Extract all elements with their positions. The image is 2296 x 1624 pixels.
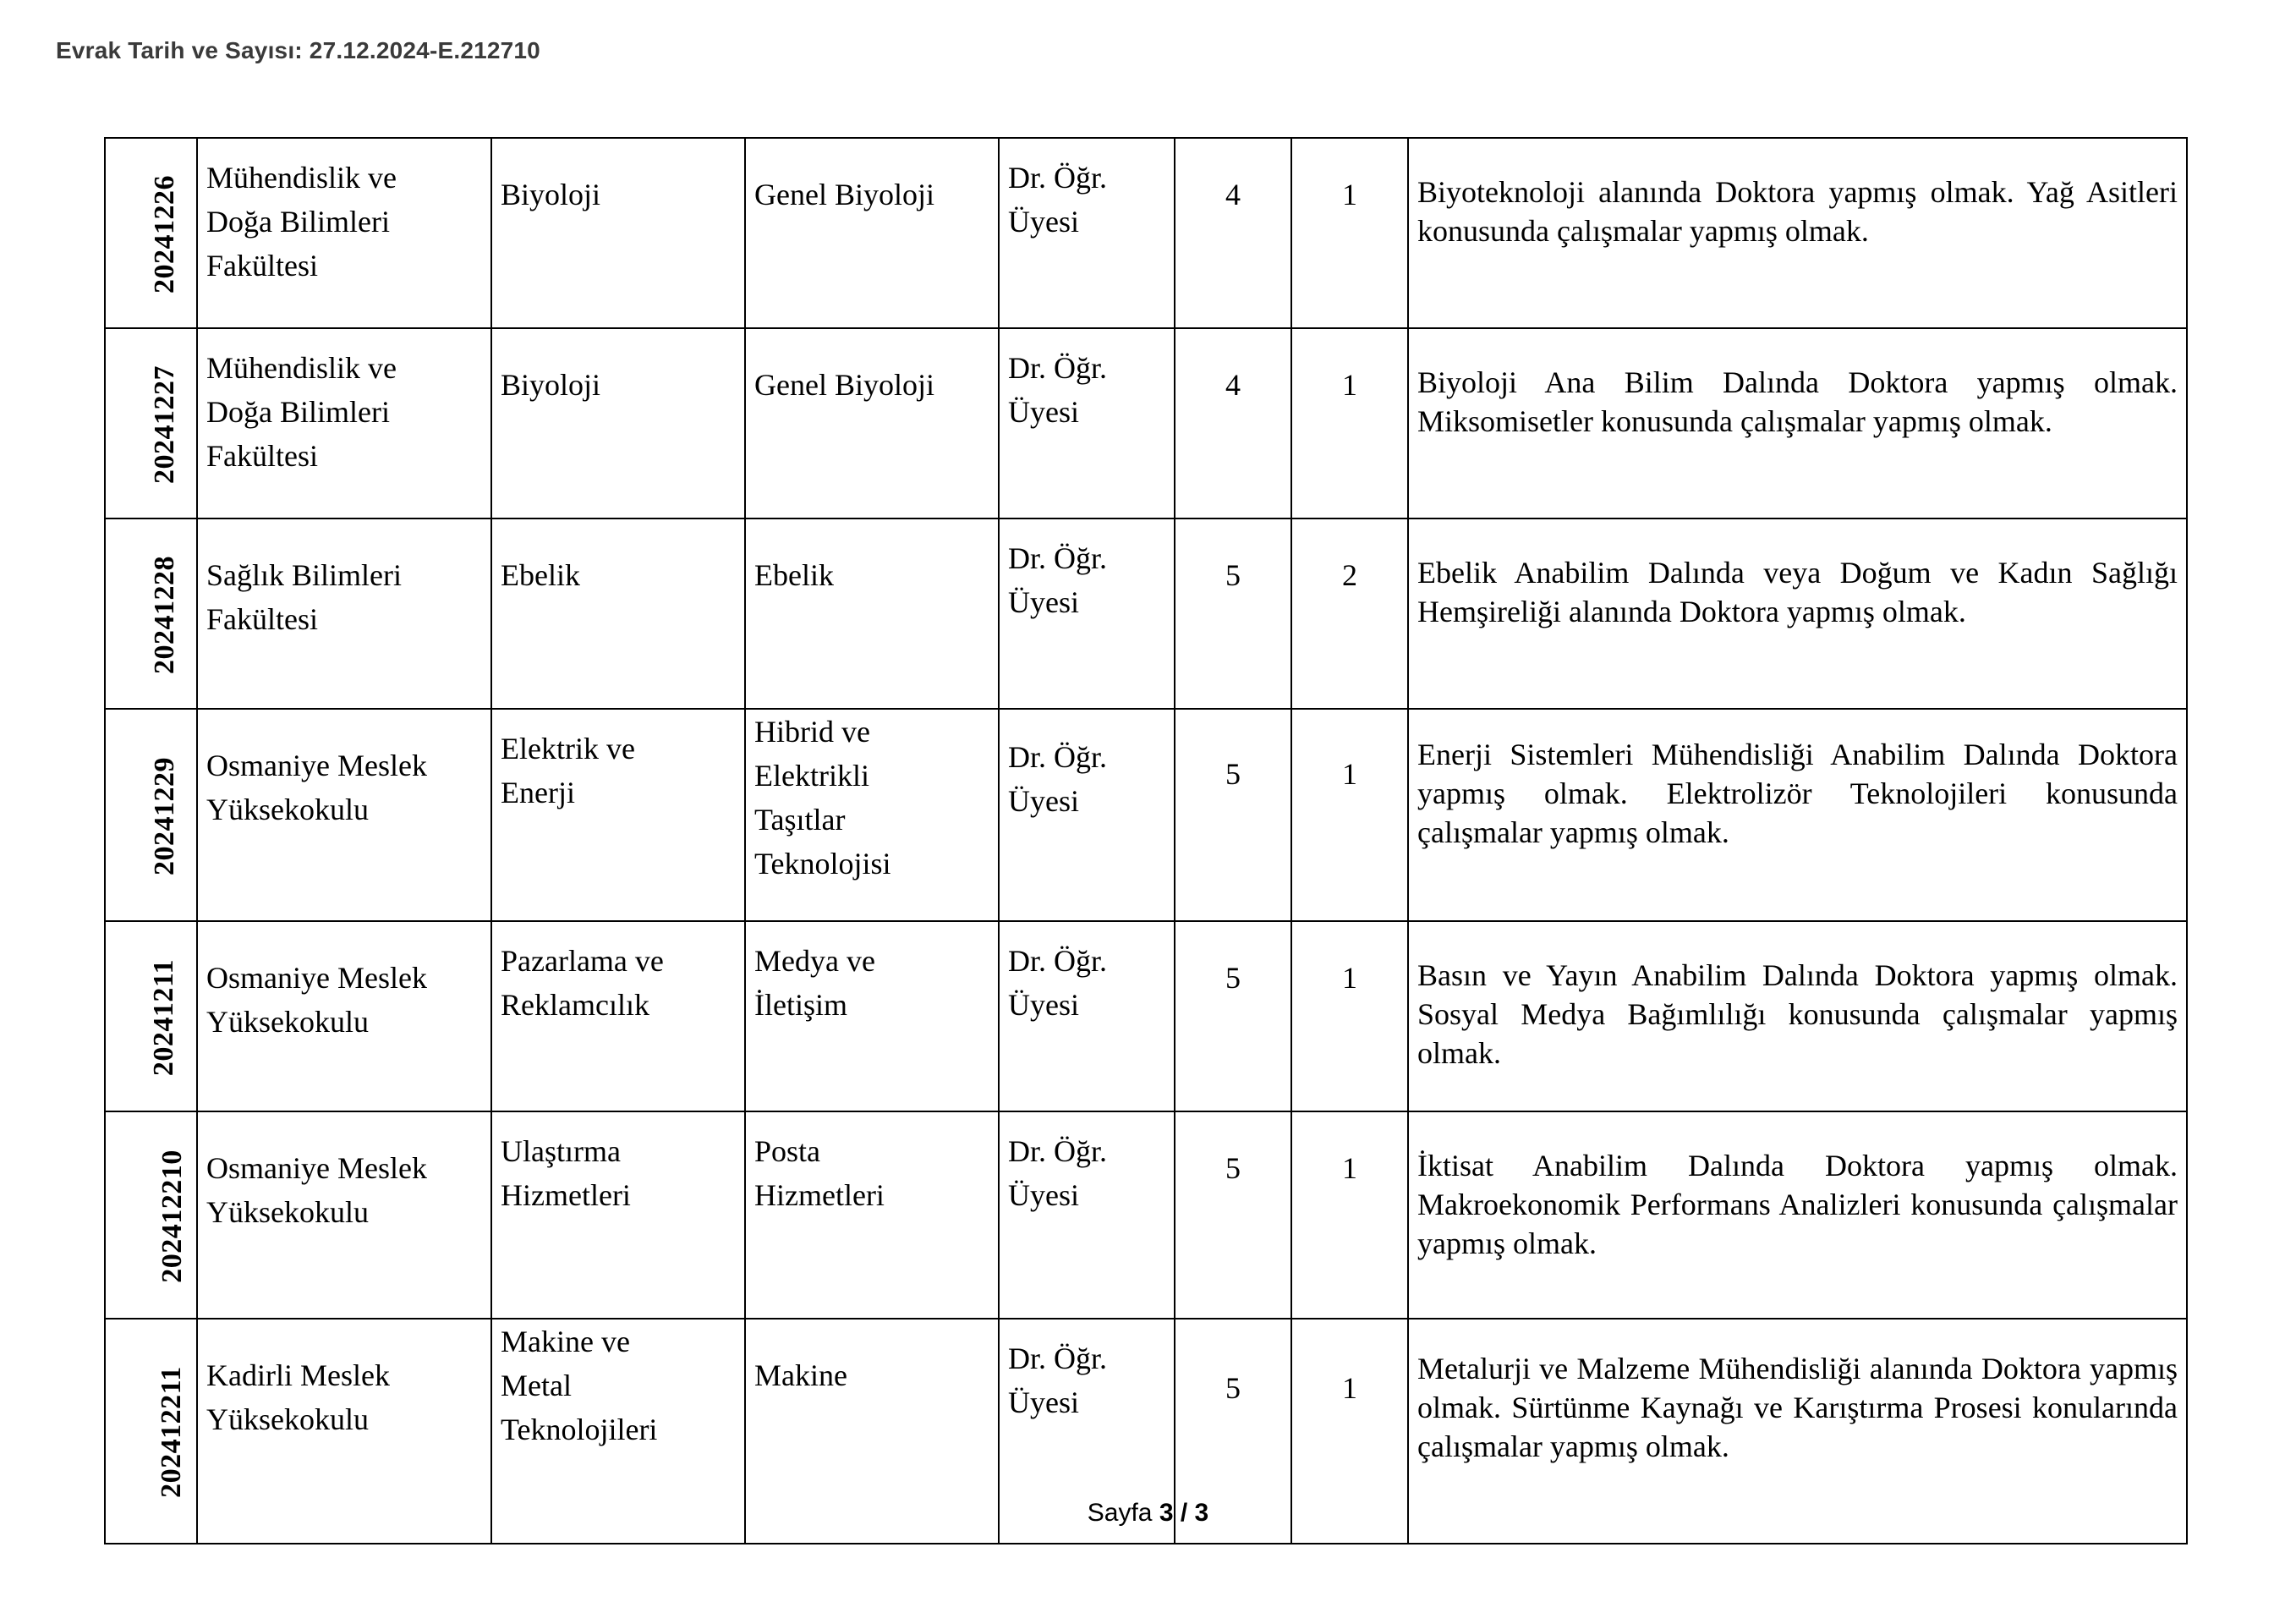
field-line: İletişim: [754, 988, 847, 1022]
title-line: Dr. Öğr.: [1008, 161, 1107, 195]
department-cell: [491, 1111, 745, 1319]
unit-line: Fakültesi: [206, 439, 318, 473]
table-row: [105, 518, 2187, 709]
count-value: 1: [1291, 1111, 1408, 1319]
position-id: 202412210: [156, 1149, 188, 1283]
count-value: 1: [1291, 328, 1408, 518]
count-value: 1: [1291, 1319, 1408, 1544]
department-line: Biyoloji: [501, 178, 601, 211]
field-line: Hibrid ve: [754, 715, 870, 749]
requirement-text: Biyoloji Ana Bilim Dalında Doktora yapmış olmak. Miksomisetler konusunda çalışmalar yapmış olmak.: [1408, 328, 2187, 518]
department-line: Biyoloji: [501, 368, 601, 402]
department-line: Makine ve: [501, 1325, 630, 1358]
position-id: 20241226: [149, 174, 180, 294]
unit-cell: [197, 328, 491, 518]
title-cell: [999, 1111, 1175, 1319]
department-cell: [491, 709, 745, 921]
department-line: Ebelik: [501, 558, 580, 592]
department-cell: [491, 518, 745, 709]
title-cell: [999, 709, 1175, 921]
unit-line: Doğa Bilimleri: [206, 395, 390, 429]
unit-line: Fakültesi: [206, 602, 318, 636]
count-value: 1: [1291, 709, 1408, 921]
field-line: Hizmetleri: [754, 1178, 885, 1212]
table-row: [105, 328, 2187, 518]
unit-line: Yüksekokulu: [206, 1402, 369, 1436]
title-line: Dr. Öğr.: [1008, 740, 1107, 774]
unit-cell: [197, 709, 491, 921]
level-value: 4: [1175, 328, 1291, 518]
table-row: [105, 1111, 2187, 1319]
table-row: [105, 709, 2187, 921]
field-cell: [745, 138, 999, 328]
title-line: Üyesi: [1008, 395, 1079, 429]
page-number: [0, 1499, 2296, 1528]
position-id-cell: [105, 518, 197, 709]
field-cell: [745, 518, 999, 709]
document-date-number: Evrak Tarih ve Sayısı: 27.12.2024-E.212710: [56, 37, 540, 63]
level-value: 5: [1175, 518, 1291, 709]
field-cell: [745, 709, 999, 921]
field-cell: [745, 921, 999, 1111]
position-id: 20241229: [149, 756, 180, 875]
title-cell: [999, 328, 1175, 518]
department-line: Reklamcılık: [501, 988, 649, 1022]
unit-line: Yüksekokulu: [206, 793, 369, 826]
department-line: Elektrik ve: [501, 732, 635, 765]
table-row: [105, 921, 2187, 1111]
level-value: 5: [1175, 709, 1291, 921]
unit-line: Kadirli Meslek: [206, 1358, 390, 1392]
field-line: Posta: [754, 1134, 821, 1168]
unit-cell: [197, 1111, 491, 1319]
title-line: Üyesi: [1008, 205, 1079, 239]
title-line: Dr. Öğr.: [1008, 1134, 1107, 1168]
page-total: 3: [1194, 1499, 1209, 1527]
page-current: 3: [1159, 1499, 1174, 1527]
title-line: Üyesi: [1008, 585, 1079, 619]
page-separator: /: [1180, 1499, 1188, 1527]
level-value: 5: [1175, 1319, 1291, 1544]
requirement-text: Ebelik Anabilim Dalında veya Doğum ve Kadın Sağlığı Hemşireliği alanında Doktora yapmış olmak.: [1408, 518, 2187, 709]
unit-line: Mühendislik ve: [206, 351, 397, 385]
position-id: 20241227: [149, 365, 180, 484]
requirement-text: Basın ve Yayın Anabilim Dalında Doktora yapmış olmak. Sosyal Medya Bağımlılığı konusunda çalışmalar yapmış olmak.: [1408, 921, 2187, 1111]
unit-line: Osmaniye Meslek: [206, 961, 427, 995]
department-line: Hizmetleri: [501, 1178, 631, 1212]
title-line: Üyesi: [1008, 1385, 1079, 1419]
unit-cell: [197, 518, 491, 709]
unit-cell: [197, 138, 491, 328]
field-line: Genel Biyoloji: [754, 368, 934, 402]
positions-table: [104, 137, 2188, 1544]
department-line: Pazarlama ve: [501, 944, 664, 978]
field-line: Ebelik: [754, 558, 834, 592]
title-line: Dr. Öğr.: [1008, 351, 1107, 385]
field-line: Elektrikli: [754, 759, 869, 793]
requirement-text: Biyoteknoloji alanında Doktora yapmış olmak. Yağ Asitleri konusunda çalışmalar yapmış olmak.: [1408, 138, 2187, 328]
unit-line: Mühendislik ve: [206, 161, 397, 195]
field-line: Teknolojisi: [754, 847, 891, 881]
unit-line: Yüksekokulu: [206, 1195, 369, 1229]
department-line: Ulaştırma: [501, 1134, 621, 1168]
position-id-cell: [105, 328, 197, 518]
table-row: [105, 138, 2187, 328]
position-id-cell: [105, 138, 197, 328]
field-line: Medya ve: [754, 944, 875, 978]
count-value: 1: [1291, 921, 1408, 1111]
unit-line: Fakültesi: [206, 249, 318, 283]
field-cell: [745, 1111, 999, 1319]
position-id: 20241228: [149, 555, 180, 674]
unit-line: Osmaniye Meslek: [206, 749, 427, 782]
department-line: Metal: [501, 1369, 572, 1402]
page-label: Sayfa: [1087, 1499, 1153, 1527]
unit-cell: [197, 921, 491, 1111]
position-id-cell: [105, 921, 197, 1111]
title-line: Dr. Öğr.: [1008, 944, 1107, 978]
title-cell: [999, 138, 1175, 328]
field-line: Taşıtlar: [754, 803, 846, 837]
title-cell: [999, 921, 1175, 1111]
department-cell: [491, 138, 745, 328]
title-line: Dr. Öğr.: [1008, 1341, 1107, 1375]
requirement-text: Metalurji ve Malzeme Mühendisliği alanında Doktora yapmış olmak. Sürtünme Kaynağı ve Karıştırma Prosesi konularında çalışmalar yapmış olmak.: [1408, 1319, 2187, 1544]
position-id: 202412211: [155, 1366, 187, 1498]
field-cell: [745, 328, 999, 518]
field-line: Makine: [754, 1358, 847, 1392]
department-line: Teknolojileri: [501, 1413, 658, 1446]
unit-line: Doğa Bilimleri: [206, 205, 390, 239]
unit-line: Yüksekokulu: [206, 1005, 369, 1039]
level-value: 5: [1175, 1111, 1291, 1319]
count-value: 1: [1291, 138, 1408, 328]
position-id-cell: [105, 709, 197, 921]
department-line: Enerji: [501, 776, 575, 809]
title-line: Dr. Öğr.: [1008, 541, 1107, 575]
field-line: Genel Biyoloji: [754, 178, 934, 211]
requirement-text: İktisat Anabilim Dalında Doktora yapmış olmak. Makroekonomik Performans Analizleri konusunda çalışmalar yapmış olmak.: [1408, 1111, 2187, 1319]
requirement-text: Enerji Sistemleri Mühendisliği Anabilim Dalında Doktora yapmış olmak. Elektrolizör Teknolojileri konusunda çalışmalar yapmış olmak.: [1408, 709, 2187, 921]
department-cell: [491, 921, 745, 1111]
title-line: Üyesi: [1008, 1178, 1079, 1212]
level-value: 4: [1175, 138, 1291, 328]
count-value: 2: [1291, 518, 1408, 709]
title-line: Üyesi: [1008, 988, 1079, 1022]
position-id-cell: [105, 1111, 197, 1319]
title-cell: [999, 518, 1175, 709]
unit-line: Osmaniye Meslek: [206, 1151, 427, 1185]
department-cell: [491, 328, 745, 518]
title-line: Üyesi: [1008, 784, 1079, 818]
level-value: 5: [1175, 921, 1291, 1111]
table-body: [105, 138, 2187, 1544]
unit-line: Sağlık Bilimleri: [206, 558, 402, 592]
position-id: 20241211: [148, 958, 180, 1076]
